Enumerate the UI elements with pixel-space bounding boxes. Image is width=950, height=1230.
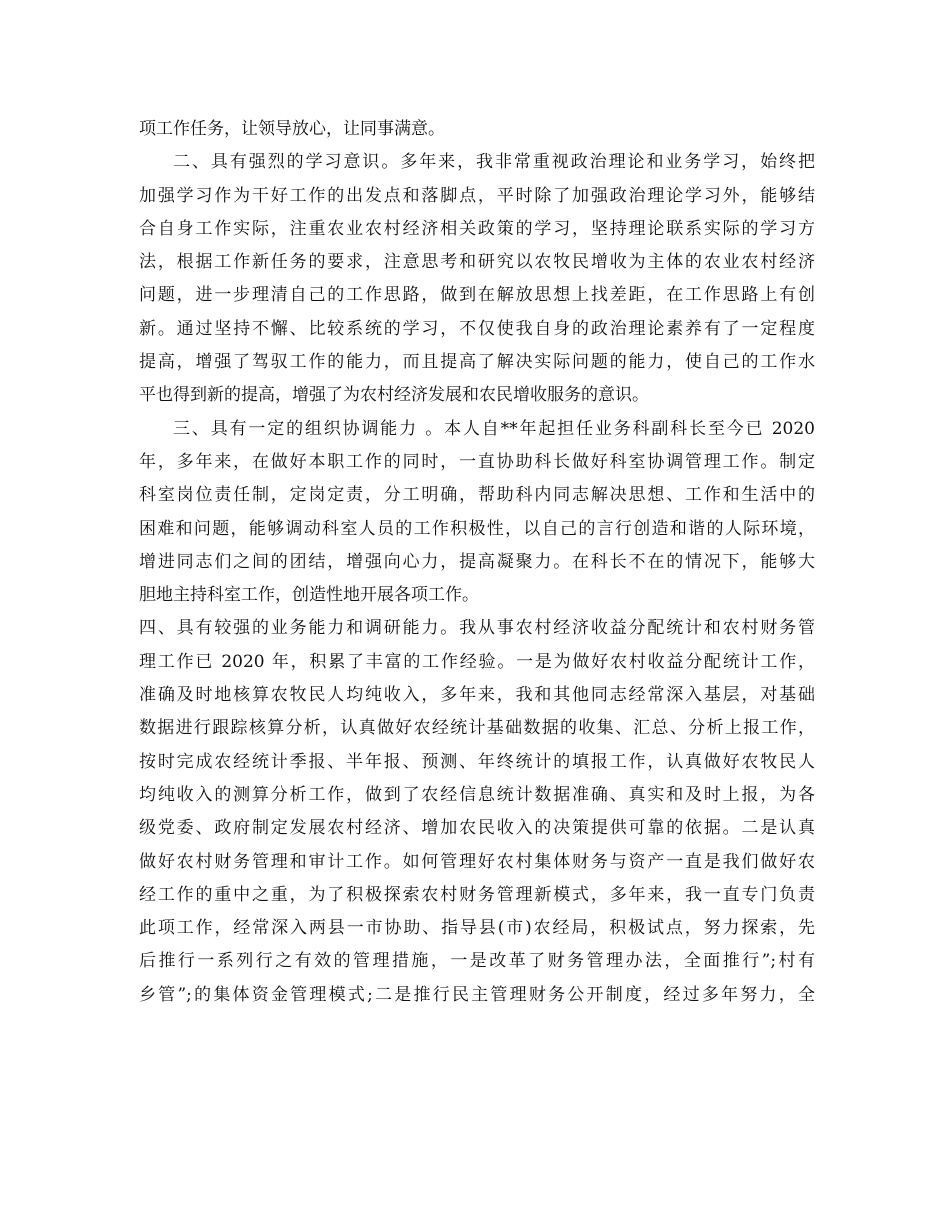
text-line: 困难和问题，能够调动科室人员的工作积极性，以自己的言行创造和谐的人际环境， bbox=[139, 518, 815, 539]
text-line: 级党委、政府制定发展农村经济、增加农民收入的决策提供可靠的依据。二是认真 bbox=[139, 818, 815, 839]
paragraph-heading-line: 三、具有一定的组织协调能力 。本人自**年起担任业务科副科长至今已 2020 bbox=[173, 418, 815, 439]
text-line: 数据进行跟踪核算分析，认真做好农经统计基础数据的收集、汇总、分析上报工作， bbox=[139, 718, 815, 739]
text-line: 均纯收入的测算分析工作，做到了农经信息统计数据准确、真实和及时上报，为各 bbox=[139, 784, 815, 805]
text-line: 此项工作，经常深入两县一市协助、指导县(市)农经局，积极试点，努力探索，先 bbox=[139, 918, 815, 939]
text-line: 经工作的重中之重，为了积极探索农村财务管理新模式，多年来，我一直专门负责 bbox=[139, 884, 815, 905]
text-line: 后推行一系列行之有效的管理措施，一是改革了财务管理办法，全面推行”;村有 bbox=[139, 951, 815, 972]
text-line: 问题，进一步理清自己的工作思路，做到在解放思想上找差距，在工作思路上有创 bbox=[139, 285, 815, 306]
paragraph-heading-line: 二、具有强烈的学习意识。多年来，我非常重视政治理论和业务学习，始终把 bbox=[173, 152, 815, 173]
text-line: 做好农村财务管理和审计工作。如何管理好农村集体财务与资产一直是我们做好农 bbox=[139, 851, 815, 872]
text-line: 年，多年来，在做好本职工作的同时，一直协助科长做好科室协调管理工作。制定 bbox=[139, 451, 815, 472]
text-line: 理工作已 2020 年，积累了丰富的工作经验。一是为做好农村收益分配统计工作， bbox=[139, 651, 815, 672]
text-line: 乡管”;的集体资金管理模式;二是推行民主管理财务公开制度，经过多年努力，全 bbox=[139, 984, 815, 1005]
text-line: 按时完成农经统计季报、半年报、预测、年终统计的填报工作，认真做好农牧民人 bbox=[139, 751, 815, 772]
text-line: 准确及时地核算农牧民人均纯收入，多年来，我和其他同志经常深入基层，对基础 bbox=[139, 685, 815, 706]
text-line: 提高，增强了驾驭工作的能力，而且提高了解决实际问题的能力，使自己的工作水 bbox=[139, 352, 815, 373]
text-line: 胆地主持科室工作，创造性地开展各项工作。 bbox=[139, 585, 479, 606]
text-line: 增进同志们之间的团结，增强向心力，提高凝聚力。在科长不在的情况下，能够大 bbox=[139, 551, 815, 572]
text-line: 平也得到新的提高，增强了为农村经济发展和农民增收服务的意识。 bbox=[139, 385, 649, 406]
text-line: 新。通过坚持不懈、比较系统的学习，不仅使我自身的政治理论素养有了一定程度 bbox=[139, 318, 815, 339]
text-line: 合自身工作实际，注重农业农村经济相关政策的学习，坚持理论联系实际的学习方 bbox=[139, 218, 815, 239]
text-line: 加强学习作为干好工作的出发点和落脚点，平时除了加强政治理论学习外，能够结 bbox=[139, 185, 815, 206]
text-line: 项工作任务，让领导放心，让同事满意。 bbox=[139, 119, 445, 139]
text-line: 法，根据工作新任务的要求，注意思考和研究以农牧民增收为主体的农业农村经济 bbox=[139, 252, 815, 273]
text-line: 科室岗位责任制，定岗定责，分工明确，帮助科内同志解决思想、工作和生活中的 bbox=[139, 485, 815, 506]
paragraph-heading-line: 四、具有较强的业务能力和调研能力。我从事农村经济收益分配统计和农村财务管 bbox=[139, 618, 815, 639]
document-body bbox=[139, 113, 815, 1012]
